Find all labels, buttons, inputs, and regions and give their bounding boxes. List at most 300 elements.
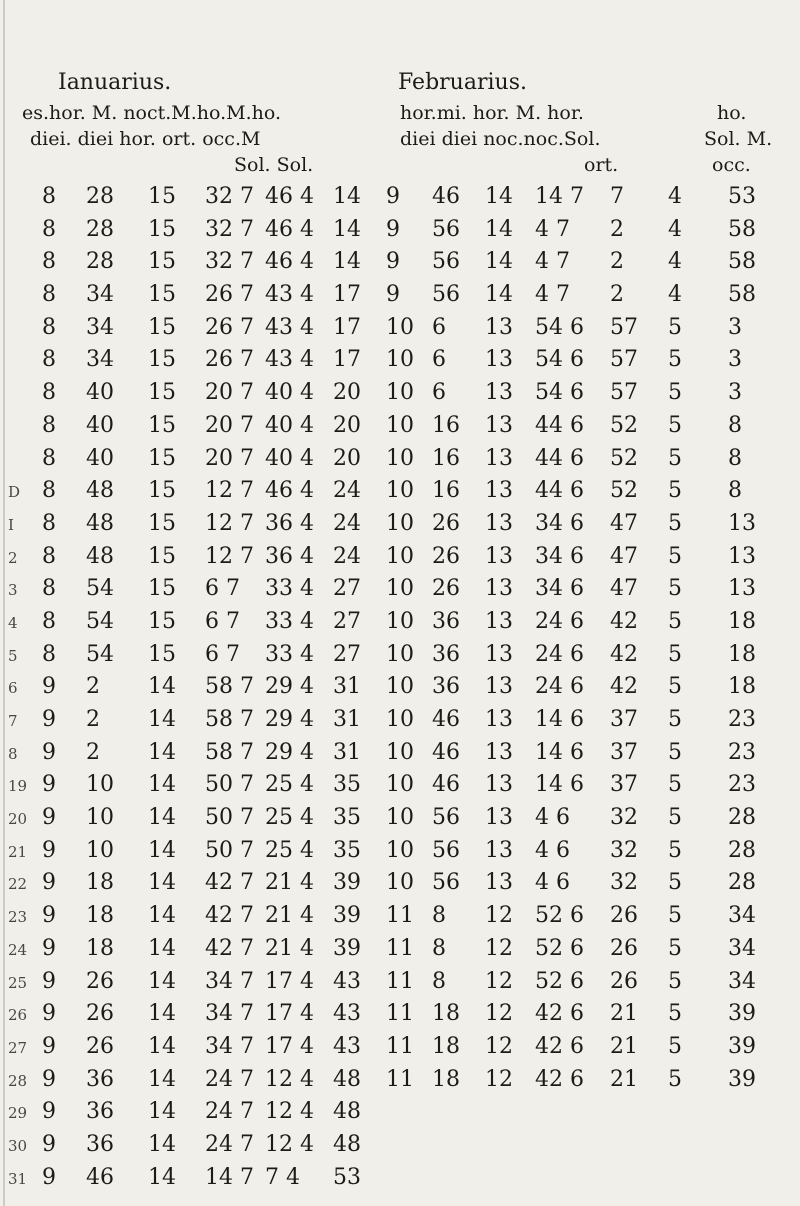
- january-cell: 34 7: [205, 968, 254, 994]
- february-cell: 46: [432, 739, 460, 765]
- january-cell: 39: [333, 903, 361, 929]
- january-cell: 50 7: [205, 805, 254, 831]
- january-cell: 26: [86, 1001, 114, 1027]
- february-cell: 32: [610, 870, 638, 896]
- february-cell: 11: [386, 968, 414, 994]
- february-cell: 3: [728, 347, 742, 373]
- february-cell: 10: [386, 412, 414, 438]
- january-cell: 12 7: [205, 510, 254, 536]
- january-cell: 12 4: [265, 1131, 314, 1157]
- february-cell: 54 6: [535, 380, 584, 406]
- january-cell: 8: [42, 510, 56, 536]
- february-cell: 42: [610, 608, 638, 634]
- january-cell: 24: [333, 543, 361, 569]
- header-right-line1: hor.mi. hor. M. hor.: [400, 102, 584, 124]
- margin-day-number: 25: [8, 973, 28, 992]
- february-cell: 5: [668, 1033, 682, 1059]
- february-cell: 3: [728, 380, 742, 406]
- january-cell: 36: [86, 1099, 114, 1125]
- january-cell: 6 7: [205, 608, 240, 634]
- february-cell: 5: [668, 870, 682, 896]
- february-cell: 34 6: [535, 543, 584, 569]
- january-cell: 12 7: [205, 478, 254, 504]
- january-cell: 10: [86, 837, 114, 863]
- january-cell: 14: [333, 216, 361, 242]
- january-cell: 9: [42, 837, 56, 863]
- january-cell: 8: [42, 576, 56, 602]
- february-cell: 21: [610, 1033, 638, 1059]
- january-cell: 10: [86, 772, 114, 798]
- february-cell: 14: [485, 282, 513, 308]
- margin-day-number: I: [8, 515, 14, 534]
- february-cell: 12: [485, 1001, 513, 1027]
- january-cell: 8: [42, 445, 56, 471]
- february-cell: 28: [728, 805, 756, 831]
- february-cell: 18: [728, 674, 756, 700]
- february-cell: 26: [432, 576, 460, 602]
- january-cell: 9: [42, 1164, 56, 1190]
- january-cell: 40 4: [265, 380, 314, 406]
- february-cell: 52: [610, 412, 638, 438]
- january-cell: 15: [148, 641, 176, 667]
- february-cell: 24 6: [535, 641, 584, 667]
- february-cell: 14: [485, 249, 513, 275]
- margin-day-number: 3: [8, 581, 18, 600]
- january-cell: 33 4: [265, 608, 314, 634]
- february-cell: 13: [485, 543, 513, 569]
- january-cell: 15: [148, 445, 176, 471]
- january-cell: 50 7: [205, 837, 254, 863]
- january-cell: 14: [148, 870, 176, 896]
- january-cell: 20 7: [205, 412, 254, 438]
- february-cell: 32: [610, 805, 638, 831]
- january-cell: 27: [333, 641, 361, 667]
- february-cell: 47: [610, 543, 638, 569]
- january-cell: 40 4: [265, 445, 314, 471]
- january-cell: 33 4: [265, 576, 314, 602]
- january-cell: 8: [42, 543, 56, 569]
- february-cell: 13: [728, 576, 756, 602]
- margin-day-number: 2: [8, 548, 18, 567]
- january-cell: 31: [333, 739, 361, 765]
- january-cell: 21 4: [265, 903, 314, 929]
- margin-day-number: 21: [8, 842, 28, 861]
- january-cell: 14: [148, 1131, 176, 1157]
- january-cell: 9: [42, 1001, 56, 1027]
- january-cell: 15: [148, 412, 176, 438]
- february-cell: 5: [668, 935, 682, 961]
- february-cell: 56: [432, 870, 460, 896]
- january-cell: 40 4: [265, 412, 314, 438]
- february-cell: 26: [610, 935, 638, 961]
- january-cell: 9: [42, 739, 56, 765]
- february-cell: 5: [668, 707, 682, 732]
- margin-day-number: 30: [8, 1136, 28, 1155]
- header-col-a1: ho.: [717, 102, 747, 124]
- february-cell: 16: [432, 445, 460, 471]
- february-cell: 54 6: [535, 314, 584, 340]
- february-cell: 28: [728, 870, 756, 896]
- january-cell: 53: [333, 1164, 361, 1190]
- february-cell: 14: [485, 184, 513, 209]
- january-cell: 31: [333, 707, 361, 732]
- february-cell: 8: [728, 412, 742, 438]
- january-cell: 9: [42, 1099, 56, 1125]
- january-cell: 8: [42, 347, 56, 373]
- february-cell: 8: [728, 478, 742, 504]
- february-cell: 39: [728, 1001, 756, 1027]
- february-cell: 18: [432, 1033, 460, 1059]
- january-cell: 28: [86, 184, 114, 209]
- january-cell: 40: [86, 445, 114, 471]
- almanac-table: [0, 178, 800, 1191]
- february-cell: 12: [485, 1033, 513, 1059]
- february-cell: 10: [386, 445, 414, 471]
- february-cell: 23: [728, 707, 756, 732]
- january-cell: 46 4: [265, 216, 314, 242]
- february-cell: 34 6: [535, 510, 584, 536]
- january-cell: 8: [42, 478, 56, 504]
- table-row: [0, 243, 800, 276]
- february-cell: 5: [668, 347, 682, 373]
- february-cell: 10: [386, 543, 414, 569]
- february-cell: 14 6: [535, 707, 584, 732]
- margin-day-number: 28: [8, 1071, 28, 1090]
- january-cell: 58 7: [205, 707, 254, 732]
- january-cell: 8: [42, 608, 56, 634]
- margin-day-number: 4: [8, 613, 18, 632]
- january-cell: 8: [42, 314, 56, 340]
- february-cell: 58: [728, 216, 756, 242]
- january-cell: 24 7: [205, 1066, 254, 1092]
- january-cell: 43 4: [265, 347, 314, 373]
- february-cell: 44 6: [535, 412, 584, 438]
- february-cell: 42: [610, 641, 638, 667]
- february-cell: 11: [386, 1066, 414, 1092]
- february-cell: 10: [386, 674, 414, 700]
- february-cell: 10: [386, 870, 414, 896]
- table-row: [0, 276, 800, 309]
- january-cell: 20: [333, 445, 361, 471]
- january-cell: 25 4: [265, 837, 314, 863]
- january-cell: 20 7: [205, 380, 254, 406]
- january-cell: 24: [333, 478, 361, 504]
- february-cell: 5: [668, 608, 682, 634]
- february-cell: 4: [668, 216, 682, 242]
- february-cell: 58: [728, 282, 756, 308]
- table-row: [0, 1093, 800, 1126]
- january-cell: 54: [86, 641, 114, 667]
- january-cell: 6 7: [205, 641, 240, 667]
- january-cell: 25 4: [265, 805, 314, 831]
- february-cell: 9: [386, 249, 400, 275]
- january-cell: 14: [148, 1066, 176, 1092]
- january-cell: 33 4: [265, 641, 314, 667]
- january-cell: 28: [86, 216, 114, 242]
- february-cell: 12: [485, 1066, 513, 1092]
- february-cell: 13: [485, 412, 513, 438]
- february-cell: 5: [668, 1001, 682, 1027]
- table-row: [0, 538, 800, 571]
- january-cell: 24: [333, 510, 361, 536]
- february-cell: 32: [610, 837, 638, 863]
- february-cell: 5: [668, 380, 682, 406]
- january-cell: 48: [333, 1131, 361, 1157]
- january-cell: 35: [333, 772, 361, 798]
- january-cell: 10: [86, 805, 114, 831]
- february-cell: 16: [432, 478, 460, 504]
- february-cell: 13: [485, 674, 513, 700]
- header-col-a3: occ.: [712, 154, 751, 176]
- january-cell: 14: [333, 184, 361, 209]
- january-cell: 14: [148, 1033, 176, 1059]
- january-cell: 12 7: [205, 543, 254, 569]
- february-cell: 53: [728, 184, 756, 209]
- february-cell: 8: [432, 903, 446, 929]
- february-cell: 10: [386, 380, 414, 406]
- february-cell: 42 6: [535, 1033, 584, 1059]
- january-cell: 15: [148, 216, 176, 242]
- january-cell: 8: [42, 412, 56, 438]
- january-cell: 17: [333, 347, 361, 373]
- february-cell: 4: [668, 184, 682, 209]
- january-cell: 40: [86, 380, 114, 406]
- january-cell: 24 7: [205, 1099, 254, 1125]
- january-cell: 9: [42, 1131, 56, 1157]
- january-cell: 14 7: [205, 1164, 254, 1190]
- january-cell: 14: [148, 935, 176, 961]
- february-cell: 10: [386, 805, 414, 831]
- header-left-line3: Sol. Sol.: [234, 154, 314, 176]
- february-cell: 11: [386, 1033, 414, 1059]
- february-cell: 57: [610, 380, 638, 406]
- february-cell: 39: [728, 1066, 756, 1092]
- january-cell: 2: [86, 707, 100, 732]
- february-cell: 12: [485, 903, 513, 929]
- margin-day-number: 22: [8, 875, 28, 894]
- january-cell: 26 7: [205, 347, 254, 373]
- january-cell: 15: [148, 282, 176, 308]
- february-cell: 56: [432, 805, 460, 831]
- february-cell: 5: [668, 445, 682, 471]
- february-cell: 23: [728, 739, 756, 765]
- february-cell: 12: [485, 935, 513, 961]
- january-cell: 42 7: [205, 870, 254, 896]
- february-cell: 10: [386, 347, 414, 373]
- january-cell: 15: [148, 608, 176, 634]
- january-cell: 28: [86, 249, 114, 275]
- february-cell: 4 6: [535, 805, 570, 831]
- february-cell: 14 6: [535, 739, 584, 765]
- february-cell: 57: [610, 314, 638, 340]
- table-row: [0, 766, 800, 799]
- table-row: [0, 701, 800, 734]
- january-cell: 14: [148, 805, 176, 831]
- february-cell: 24 6: [535, 608, 584, 634]
- february-cell: 34: [728, 935, 756, 961]
- january-cell: 8: [42, 216, 56, 242]
- february-cell: 47: [610, 510, 638, 536]
- january-cell: 29 4: [265, 674, 314, 700]
- table-row: [0, 734, 800, 767]
- february-cell: 12: [485, 968, 513, 994]
- january-cell: 48: [86, 478, 114, 504]
- january-cell: 14: [148, 1099, 176, 1125]
- february-cell: 2: [610, 282, 624, 308]
- january-cell: 15: [148, 347, 176, 373]
- february-cell: 4 6: [535, 870, 570, 896]
- february-cell: 42 6: [535, 1066, 584, 1092]
- january-cell: 14: [148, 1001, 176, 1027]
- january-cell: 14: [148, 1164, 176, 1190]
- february-cell: 26: [610, 968, 638, 994]
- february-cell: 18: [728, 608, 756, 634]
- february-cell: 7: [610, 184, 624, 209]
- february-cell: 4: [668, 249, 682, 275]
- january-cell: 12 4: [265, 1099, 314, 1125]
- february-cell: 39: [728, 1033, 756, 1059]
- february-cell: 34: [728, 968, 756, 994]
- february-cell: 56: [432, 249, 460, 275]
- january-cell: 34 7: [205, 1001, 254, 1027]
- january-cell: 2: [86, 739, 100, 765]
- table-row: [0, 1028, 800, 1061]
- margin-day-number: D: [8, 483, 21, 502]
- january-cell: 14: [148, 772, 176, 798]
- february-cell: 8: [728, 445, 742, 471]
- january-cell: 9: [42, 805, 56, 831]
- january-cell: 36: [86, 1066, 114, 1092]
- february-cell: 26: [432, 510, 460, 536]
- february-cell: 5: [668, 1066, 682, 1092]
- february-cell: 14 6: [535, 772, 584, 798]
- january-cell: 26 7: [205, 282, 254, 308]
- february-cell: 13: [485, 641, 513, 667]
- january-cell: 42 7: [205, 903, 254, 929]
- february-cell: 36: [432, 674, 460, 700]
- january-cell: 8: [42, 380, 56, 406]
- february-cell: 9: [386, 216, 400, 242]
- february-cell: 4 7: [535, 216, 570, 242]
- january-cell: 15: [148, 510, 176, 536]
- january-cell: 42 7: [205, 935, 254, 961]
- february-cell: 5: [668, 510, 682, 536]
- february-cell: 34: [728, 903, 756, 929]
- margin-day-number: 8: [8, 744, 18, 763]
- february-cell: 13: [485, 576, 513, 602]
- january-cell: 21 4: [265, 870, 314, 896]
- table-row: [0, 963, 800, 996]
- margin-day-number: 31: [8, 1169, 28, 1188]
- february-cell: 13: [485, 608, 513, 634]
- january-cell: 29 4: [265, 739, 314, 765]
- table-row: [0, 211, 800, 244]
- january-cell: 32 7: [205, 249, 254, 275]
- january-cell: 15: [148, 249, 176, 275]
- january-cell: 46 4: [265, 478, 314, 504]
- february-cell: 5: [668, 576, 682, 602]
- february-cell: 23: [728, 772, 756, 798]
- february-cell: 13: [485, 510, 513, 536]
- table-row: [0, 603, 800, 636]
- february-cell: 10: [386, 510, 414, 536]
- margin-day-number: 6: [8, 679, 18, 698]
- february-cell: 11: [386, 1001, 414, 1027]
- february-cell: 46: [432, 707, 460, 732]
- january-cell: 29 4: [265, 707, 314, 732]
- february-cell: 13: [728, 510, 756, 536]
- january-cell: 20 7: [205, 445, 254, 471]
- january-cell: 21 4: [265, 935, 314, 961]
- january-cell: 32 7: [205, 216, 254, 242]
- january-cell: 36: [86, 1131, 114, 1157]
- february-cell: 24 6: [535, 674, 584, 700]
- table-row: [0, 374, 800, 407]
- january-cell: 24 7: [205, 1131, 254, 1157]
- february-cell: 42: [610, 674, 638, 700]
- february-cell: 13: [485, 445, 513, 471]
- february-cell: 44 6: [535, 445, 584, 471]
- february-cell: 36: [432, 641, 460, 667]
- table-row: [0, 1061, 800, 1094]
- january-cell: 43 4: [265, 314, 314, 340]
- january-cell: 9: [42, 674, 56, 700]
- january-cell: 9: [42, 870, 56, 896]
- february-cell: 13: [485, 837, 513, 863]
- january-cell: 18: [86, 870, 114, 896]
- january-cell: 8: [42, 249, 56, 275]
- month-title-january: Ianuarius.: [58, 70, 172, 95]
- table-row: [0, 864, 800, 897]
- month-title-february: Februarius.: [398, 70, 527, 95]
- january-cell: 6 7: [205, 576, 240, 602]
- january-cell: 48: [86, 510, 114, 536]
- january-cell: 26 7: [205, 314, 254, 340]
- margin-day-number: 7: [8, 712, 18, 730]
- february-cell: 11: [386, 935, 414, 961]
- february-cell: 46: [432, 184, 460, 209]
- january-cell: 8: [42, 184, 56, 209]
- february-cell: 52 6: [535, 935, 584, 961]
- february-cell: 13: [485, 314, 513, 340]
- january-cell: 14: [148, 707, 176, 732]
- january-cell: 20: [333, 380, 361, 406]
- january-cell: 15: [148, 380, 176, 406]
- january-cell: 9: [42, 1066, 56, 1092]
- january-cell: 14: [148, 903, 176, 929]
- february-cell: 18: [432, 1001, 460, 1027]
- february-cell: 56: [432, 216, 460, 242]
- january-cell: 27: [333, 608, 361, 634]
- february-cell: 10: [386, 772, 414, 798]
- january-cell: 8: [42, 282, 56, 308]
- january-cell: 46 4: [265, 249, 314, 275]
- margin-day-number: 5: [8, 646, 18, 665]
- january-cell: 9: [42, 707, 56, 732]
- table-row: [0, 341, 800, 374]
- february-cell: 5: [668, 641, 682, 667]
- january-cell: 58 7: [205, 739, 254, 765]
- february-cell: 52: [610, 478, 638, 504]
- february-cell: 52: [610, 445, 638, 471]
- january-cell: 27: [333, 576, 361, 602]
- february-cell: 11: [386, 903, 414, 929]
- january-cell: 9: [42, 1033, 56, 1059]
- february-cell: 36: [432, 608, 460, 634]
- table-row: [0, 505, 800, 538]
- february-cell: 10: [386, 576, 414, 602]
- february-cell: 52 6: [535, 903, 584, 929]
